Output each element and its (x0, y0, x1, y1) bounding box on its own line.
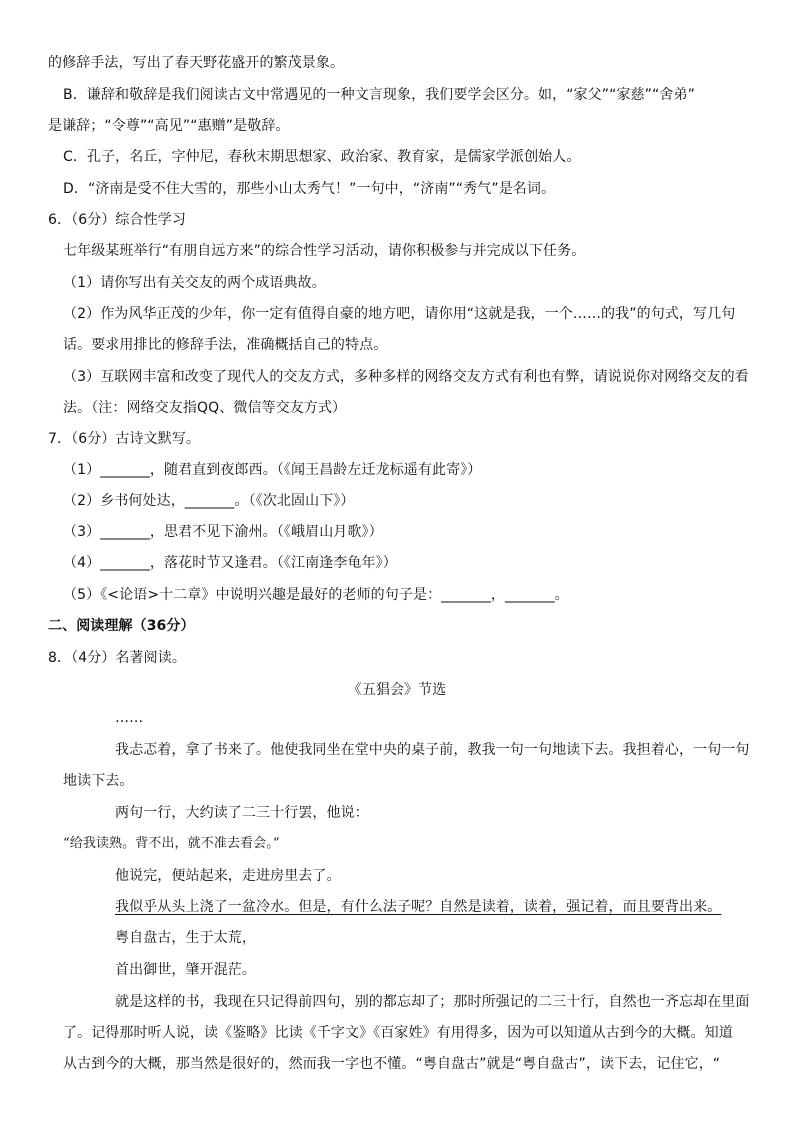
q6-task2-line1: （2）作为风华正茂的少年，你一定有值得自豪的地方吧，请你用“这就是我，一个……的我”的句式，写几句 (63, 306, 736, 322)
q6-title: 6．（6分）综合性学习 (48, 212, 186, 228)
q7-item1: （1）_______，随君直到夜郎西。（《闻王昌龄左迁龙标遥有此寄》） (63, 462, 482, 478)
q6-task2-line2: 话。要求用排比的修辞手法，准确概括自己的特点。 (63, 337, 388, 353)
q5-line-tail: 的修辞手法，写出了春天野花盛开的繁茂景象。 (48, 55, 345, 71)
q7-title: 7．（6分）古诗文默写。 (48, 431, 201, 447)
passage-p3: 他说完，便站起来，走进房里去了。 (115, 868, 341, 884)
passage-ellipsis: …… (115, 710, 144, 726)
passage-p1-line2: 地读下去。 (63, 773, 134, 789)
q6-task3-line2: 法。（注：网络交友指QQ、微信等交友方式） (63, 400, 347, 416)
passage-verse1: 粤自盘古，生于太荒， (115, 930, 256, 946)
passage-p5-line2: 了。记得那时听人说，读《鉴略》比读《千字文》《百家姓》有用得多，因为可以知道从古到今的大概。知道 (63, 1025, 733, 1041)
q5-option-d: D．“济南是受不住大雪的，那些小山太秀气！”一句中，“济南”“秀气”是名词。 (63, 181, 556, 197)
passage-p5-line1: 就是这样的书，我现在只记得前四句，别的都忘却了；那时所强记的二三十行，自然也一齐忘却在里面 (115, 994, 750, 1010)
q5-option-b-line1: B．谦辞和敬辞是我们阅读古文中常遇见的一种文言现象，我们要学会区分。如，“家父”“家慈”“舍弟” (63, 87, 695, 103)
passage-title: 《五猖会》节选 (347, 682, 447, 698)
q6-task1: （1）请你写出有关交友的两个成语典故。 (63, 275, 326, 291)
passage-quote: “给我读熟。背不出，就不准去看会。” (63, 836, 280, 851)
q7-item2: （2）乡书何处达，_______。（《次北固山下》） (63, 493, 355, 509)
q8-title: 8．（4分）名著阅读。 (48, 650, 186, 666)
passage-underlined-sentence: 我似乎从头上浇了一盆冷水。但是，有什么法子呢？自然是读着，读着，强记着，而且要背出来。 (115, 899, 722, 915)
passage-p2: 两句一行，大约读了二三十行罢，他说： (115, 805, 369, 821)
section-heading: 二、阅读理解（36分） (48, 618, 195, 634)
passage-p1-line1: 我忐忑着，拿了书来了。他使我同坐在堂中央的桌子前，教我一句一句地读下去。我担着心，一句一句 (115, 742, 750, 758)
q7-item4: （4）_______，落花时节又逢君。（《江南逢李龟年》） (63, 555, 397, 571)
q6-intro: 七年级某班举行“有朋自远方来”的综合性学习活动，请你积极参与并完成以下任务。 (63, 243, 586, 259)
q6-task3-line1: （3）互联网丰富和改变了现代人的交友方式，多种多样的网络交友方式有利也有弊，请说说你对网络交友的看 (63, 369, 749, 385)
q5-option-c: C．孔子，名丘，字仲尼，春秋末期思想家、政治家、教育家，是儒家学派创始人。 (63, 149, 581, 165)
passage-p5-line3: 从古到今的大概，那当然是很好的，然而我一字也不懂。“粤自盘古”就是“粤自盘古”，读下去，记住它，“ (63, 1056, 721, 1072)
q7-item5: （5）《<论语>十二章》中说明兴趣是最好的老师的句子是：_______，_______。 (63, 587, 569, 603)
q7-item3: （3）_______，思君不见下渝州。（《峨眉山月歌》） (63, 524, 383, 540)
q5-option-b-line2: 是谦辞；“令尊”“高见”“惠赠”是敬辞。 (48, 118, 290, 134)
passage-verse2: 首出御世，肇开混茫。 (115, 962, 256, 978)
